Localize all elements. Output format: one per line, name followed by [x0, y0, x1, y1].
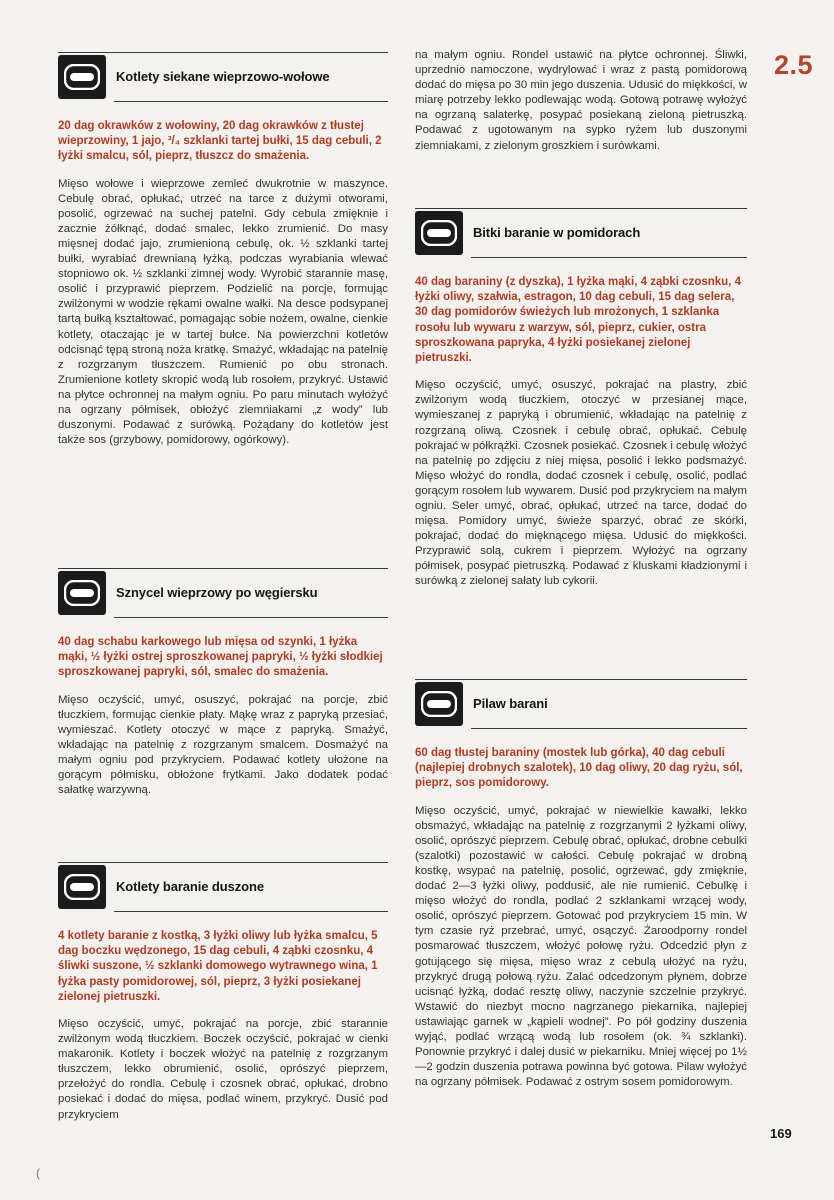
- recipe-header: [415, 679, 747, 729]
- recipe-bitki-baranie: [415, 208, 747, 590]
- recipe-kotlety-siekane: [58, 52, 388, 448]
- recipe-title: Pilaw barani: [473, 696, 548, 711]
- pan-icon: [415, 211, 463, 255]
- recipe-title: Sznycel wieprzowy po węgiersku: [116, 585, 318, 600]
- recipe-method: Mięso oczyścić, umyć, osuszyć, pokrajać na plastry, zbić zwilżonym wodą tłuczkiem, otoczyć w przesianej mące, wymieszanej z papryką i obrumienić, wkładając na patelnię z rozgrzaną oliwą. Czosnek i cebulę obrać, opłukać. Cebulę pokrajać w półkrążki. Czosnek posiekać. Czosnek i cebulę włożyć na patelnię po zdjęciu z niej mięsa, posolić i lekko podsmażyć. Mięso włożyć do rondla, dodać czosnek i cebulę, osolić, podlać gorącym rosołem lub wywarem. Dusić pod przykryciem na małym ogniu. Seler umyć, obrać, opłukać, utrzeć na tarce, dodać do mięsa. Pomidory umyć, świeże sparzyć, obrać ze skórki, pokrajać, dodać do mięknącego mięsa. Udusić do miękkości. Przyprawić solą, cukrem i pieprzem. Wyłożyć na ogrzany półmisek, posypać pietruszką. Podawać z kluskami kładzionymi i surówką z zielonej sałaty lub cykorii.: [415, 379, 747, 588]
- recipe-ingredients: 20 dag okrawków z wołowiny, 20 dag okrawków z tłustej wieprzowiny, 1 jajo, ³/₄ szklanki tartej bułki, 15 dag cebuli, 2 łyżki smalcu, sól, pieprz, tłuszcz do smażenia.: [58, 120, 382, 163]
- page-number: 169: [770, 1126, 792, 1141]
- recipe-pilaw-barani: [415, 679, 747, 1090]
- recipe-kotlety-baranie: [58, 862, 388, 1123]
- recipe-title: Kotlety siekane wieprzowo-wołowe: [116, 69, 330, 84]
- pan-icon: [58, 865, 106, 909]
- recipe-sznycel: [58, 568, 388, 798]
- section-number: 2.5: [774, 50, 814, 80]
- recipe-header: [58, 568, 388, 618]
- recipe-kotlety-baranie-continued: [415, 48, 747, 154]
- recipe-header: [58, 862, 388, 912]
- recipe-ingredients: 40 dag baraniny (z dyszka), 1 łyżka mąki, 4 ząbki czosnku, 4 łyżki oliwy, szałwia, estragon, 10 dag cebuli, 15 dag selera, 30 dag pomidorów świeżych lub mrożonych, 1 szklanka rosołu lub wywaru z warzyw, sól, pieprz, cukier, ostra sproszkowana papryka, 4 łyżki posiekanej zielonej pietruszki.: [415, 276, 741, 365]
- pan-icon: [58, 571, 106, 615]
- recipe-title: Bitki baranie w pomidorach: [473, 225, 641, 240]
- recipe-method: Mięso oczyścić, umyć, pokrajać na porcje, zbić starannie zwilżonym wodą tłuczkiem. Boczek oczyścić, pokrajać w cienki makaronik. Kotlety i boczek włożyć na patelnię z rozgrzanym tłuszczem, lekko obrumienić, osolić, oprószyć pieprzem, przełożyć do rondla. Cebulę i czosnek obrać, opłukać, drobno posiekać i dodać do mięsa, podlać winem, przykryć. Dusić pod przykryciem: [58, 1018, 388, 1121]
- recipe-ingredients: 4 kotlety baranie z kostką, 3 łyżki oliwy lub łyżka smalcu, 5 dag boczku wędzonego, 15 dag cebuli, 4 ząbki czosnku, 4 śliwki suszone, ½ szklanki domowego wytrawnego wina, 1 łyżka pasty pomidorowej, sól, pieprz, 3 łyżki posiekanej zielonej pietruszki.: [58, 930, 378, 1003]
- recipe-ingredients: 60 dag tłustej baraniny (mostek lub górka), 40 dag cebuli (najlepiej drobnych szalotek), 10 dag oliwy, 20 dag ryżu, sól, pieprz, sos pomidorowy.: [415, 747, 743, 790]
- pan-icon: [58, 55, 106, 99]
- recipe-method: Mięso wołowe i wieprzowe zemleć dwukrotnie w maszynce. Cebulę obrać, opłukać, utrzeć na tarce z dużymi otworami, posolić, ogrzewać na suchej patelni. Gdy cebula zmięknie i zacznie żółknąć, dodać smalec, lekko zrumienić. Do masy mięsnej dodać jajo, zrumienioną cebulę, ok. ½ szklanki tartej bułki, wyrabiać drewnianą łyżką, podczas wyrabiania wlewać stopniowo ok. ½ szklanki zimnej wody. Wyrobić starannie masę, osolić i przyprawić pieprzem. Podzielić na porcje, formując zwilżonymi w wodzie rękami owalne wałki. Na desce podsypanej tartą bułką kształtować, pomagając sobie nożem, owalne, cienkie kotlety, otaczając je w tartej bułce. Na powierzchni kotletów odcisnąć tępą stroną noża kratkę. Smażyć, wkładając na patelnię z rozgrzanym tłuszczem. Rumienić po obu stronach. Zrumienione kotlety skropić wodą lub rosołem, przykryć. Ustawić na płytce ochronnej na małym ogniu. Po paru minutach wyłożyć na ogrzany półmisek, obłożyć ziemniakami „z wody” lub duszonymi. Podawać z surówką. Pożądany do kotletów jest także sos (grzybowy, pomidorowy, ogórkowy).: [58, 177, 388, 447]
- recipe-method: Mięso oczyścić, umyć, pokrajać w niewielkie kawałki, lekko obsmażyć, wkładając na patelnię z rozgrzanymi 2 łyżkami oliwy, osolić, oprószyć pieprzem. Cebulę obrać, opłukać, drobne cebulki (szalotki) pozostawić w całości. Cebulę pokrajać w drobną kostkę, wsypać na patelnię, posolić, ogrzewać, gdy zmięknie, dodać 2—3 łyżki oliwy, poddusić, ale nie rumienić. Cebulkę i mięso włożyć do rondla, podlać 2 szklankami wrzącej wody, osolić, oprószyć pieprzem. Gotować pod przykryciem 15 min. W tym czasie ryż przebrać, umyć, osączyć. Żaroodporny rondel posmarować tłuszczem, włożyć połowę ryżu. Odcedzić płyn z gotującego się mięsa, mięso wraz z cebulą ułożyć na ryżu, przykryć drugą połową ryżu. Zalać odcedzonym płynem, dobrze ucisnąć łyżką, dodać resztę oliwy, naczynie szczelnie przykryć. Wstawić do niezbyt mocno nagrzanego piekarnika, najlepiej ustawiając garnek w „kąpieli wodnej”. Po pół godziny duszenia wyjąć, podlać wrzącą wodą lub rosołem (ok. ¾ szklanki). Ponownie przykryć i dalej dusić w piekarniku. Mniej więcej po 1½—2 godzin duszenia potrawa powinna być gotowa. Pilaw wyłożyć na ogrzany półmisek. Podawać z ostrym sosem pomidorowym.: [415, 804, 747, 1089]
- edge-mark: (: [36, 1166, 40, 1180]
- recipe-title: Kotlety baranie duszone: [116, 879, 264, 894]
- recipe-method: Mięso oczyścić, umyć, osuszyć, pokrajać na porcje, zbić tłuczkiem, formując cienkie płaty. Mąkę wraz z papryką przesiać, wymieszać. Kotlety otoczyć w mące z papryką. Smażyć, wkładając na patelnię z rozgrzanym smalcem. Dosmażyć na małym ogniu pod przykryciem. Podawać kotlety ułożone na gorącym półmisku, obłożone frytkami. Jako dodatek podać sałatkę warzywną.: [58, 693, 388, 797]
- recipe-ingredients: 40 dag schabu karkowego lub mięsa od szynki, 1 łyżka mąki, ½ łyżki ostrej sproszkowanej papryki, ½ łyżki słodkiej sproszkowanej papryki, sól, smalec do smażenia.: [58, 636, 383, 679]
- recipe-method-continued: na małym ogniu. Rondel ustawić na płytce ochronnej. Śliwki, uprzednio namoczone, wydrylować i wraz z pastą pomidorową dodać do mięsa po 30 min jego duszenia. Udusić do miękkości, w miarę potrzeby lekko podlewając wodą. Gotową potrawę wyłożyć na ogrzaną salaterkę, posypać posiekaną zieloną pietruszką. Podawać z ugotowanym na sypko ryżem lub duszonymi ziemniakami, z zielonym groszkiem i surówkami.: [415, 49, 747, 152]
- recipe-header: [415, 208, 747, 258]
- pan-icon: [415, 682, 463, 726]
- recipe-header: [58, 52, 388, 102]
